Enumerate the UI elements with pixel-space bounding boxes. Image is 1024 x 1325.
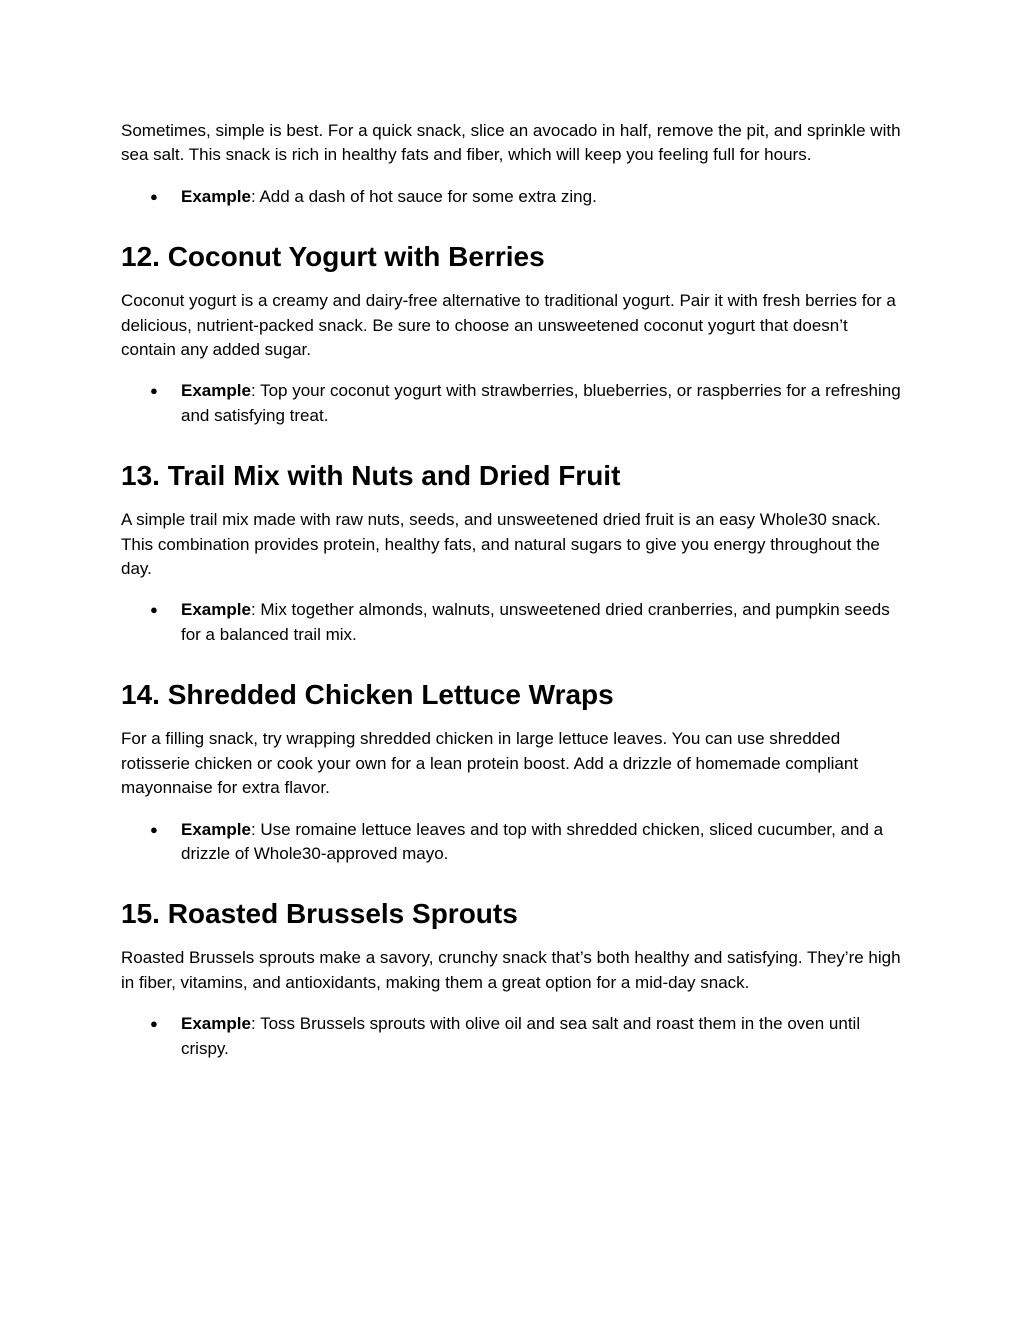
section-heading: 15. Roasted Brussels Sprouts xyxy=(121,898,518,930)
example-text: : Add a dash of hot sauce for some extra zing. xyxy=(250,186,597,206)
example-label: Example xyxy=(181,819,251,839)
bullet-icon: ● xyxy=(150,821,158,837)
bullet-icon: ● xyxy=(150,188,158,204)
section-example-list xyxy=(121,598,906,647)
bullet-icon: ● xyxy=(150,383,158,399)
section-paragraph: For a filling snack, try wrapping shredded chicken in large lettuce leaves. You can use shredded rotisserie chicken or cook your own for a lean protein boost. Add a drizzle of homemade compliant mayonnaise for extra flavor. xyxy=(121,729,859,798)
section-paragraph: Coconut yogurt is a creamy and dairy-free alternative to traditional yogurt. Pair it with fresh berries for a delicious, nutrient-packed snack. Be sure to choose an unsweetened coconut yogurt that doesn’t contain any added sugar. xyxy=(121,291,896,360)
section-heading: 12. Coconut Yogurt with Berries xyxy=(121,241,545,273)
example-label: Example xyxy=(181,186,251,206)
bullet-icon: ● xyxy=(150,1016,158,1032)
section-heading: 13. Trail Mix with Nuts and Dried Fruit xyxy=(121,460,621,492)
section-paragraph: Roasted Brussels sprouts make a savory, crunchy snack that’s both healthy and satisfying. They’re high in fiber, vitamins, and antioxidants, making them a great option for a mid-day snack. xyxy=(121,948,901,992)
section-example-list xyxy=(121,818,906,867)
section-heading: 14. Shredded Chicken Lettuce Wraps xyxy=(121,679,614,711)
example-label: Example xyxy=(181,1014,251,1034)
section-example-list xyxy=(121,1012,906,1061)
example-label: Example xyxy=(181,600,251,620)
example-label: Example xyxy=(181,381,251,401)
example-text: : Mix together almonds, walnuts, unsweetened dried cranberries, and pumpkin seeds for a balanced trail mix. xyxy=(181,600,890,644)
example-item xyxy=(121,598,906,647)
example-text: : Use romaine lettuce leaves and top with shredded chicken, sliced cucumber, and a drizzle of Whole30-approved mayo. xyxy=(181,819,884,863)
example-text: : Top your coconut yogurt with strawberries, blueberries, or raspberries for a refreshing and satisfying treat. xyxy=(181,381,901,425)
intro-paragraph: Sometimes, simple is best. For a quick snack, slice an avocado in half, remove the pit, and sprinkle with sea salt. This snack is rich in healthy fats and fiber, which will keep you feeling full for hours. xyxy=(121,121,901,165)
intro-example-list xyxy=(121,185,906,209)
document-page xyxy=(121,119,906,1061)
example-item xyxy=(121,379,906,428)
section-paragraph: A simple trail mix made with raw nuts, seeds, and unsweetened dried fruit is an easy Whole30 snack. This combination provides protein, healthy fats, and natural sugars to give you energy throughout the day. xyxy=(121,510,881,579)
section-example-list xyxy=(121,379,906,428)
example-item xyxy=(121,1012,906,1061)
example-item xyxy=(121,185,906,209)
bullet-icon: ● xyxy=(150,602,158,618)
example-item xyxy=(121,818,906,867)
example-text: : Toss Brussels sprouts with olive oil and sea salt and roast them in the oven until crispy. xyxy=(181,1014,861,1058)
